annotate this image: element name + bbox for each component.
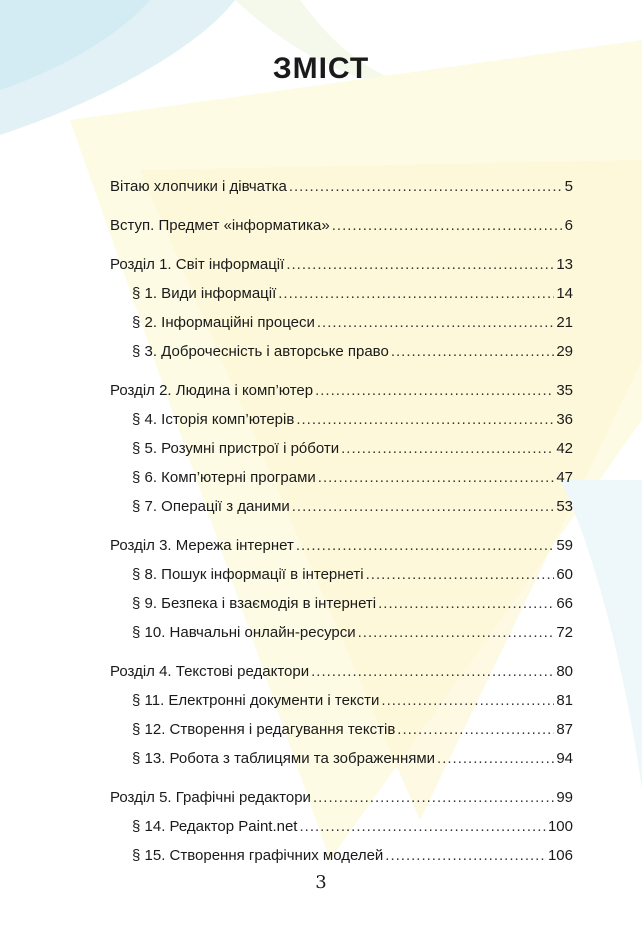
page-title: ЗМІСТ xyxy=(272,52,370,85)
toc-row[interactable] xyxy=(110,589,573,618)
toc-section-row[interactable] xyxy=(110,250,573,279)
toc-label: Розділ 3. Мережа інтернет xyxy=(110,537,294,554)
toc-label: Вступ. Предмет «інформатика» xyxy=(110,217,330,234)
toc-label: Вітаю хлопчики і дівчатка xyxy=(110,178,287,195)
toc-row[interactable] xyxy=(110,211,573,240)
toc-page: 13 xyxy=(556,256,573,273)
toc-row[interactable] xyxy=(110,812,573,841)
dot-leader xyxy=(437,744,554,773)
toc-row[interactable] xyxy=(110,560,573,589)
dot-leader xyxy=(313,783,554,812)
toc-row[interactable] xyxy=(110,744,573,773)
toc-label: § 13. Робота з таблицями та зображеннями xyxy=(132,750,436,767)
toc-page: 66 xyxy=(556,595,573,612)
toc-page: 21 xyxy=(556,314,573,331)
dot-leader xyxy=(278,279,554,308)
toc-page: 87 xyxy=(556,721,573,738)
dot-leader xyxy=(289,172,563,201)
toc-page: 6 xyxy=(564,217,573,234)
toc-row[interactable] xyxy=(110,279,573,308)
toc-page: 47 xyxy=(556,469,573,486)
toc-row[interactable] xyxy=(110,434,573,463)
dot-leader xyxy=(318,463,555,492)
toc-page: 14 xyxy=(556,285,573,302)
dot-leader xyxy=(311,657,554,686)
dot-leader xyxy=(397,715,554,744)
dot-leader xyxy=(378,589,554,618)
toc-label: Розділ 1. Світ інформації xyxy=(110,256,285,273)
toc-row[interactable] xyxy=(110,841,573,870)
toc-section-row[interactable] xyxy=(110,376,573,405)
toc-page: 94 xyxy=(556,750,573,767)
toc-label: § 5. Розумні пристрої і рóботи xyxy=(132,440,340,457)
toc-row[interactable] xyxy=(110,715,573,744)
toc-section-row[interactable] xyxy=(110,657,573,686)
toc-label: § 12. Створення і редагування текстів xyxy=(132,721,396,738)
toc-page: 59 xyxy=(556,537,573,554)
dot-leader xyxy=(391,337,555,366)
dot-leader xyxy=(296,405,554,434)
toc-section-row[interactable] xyxy=(110,783,573,812)
toc-label: § 7. Операції з даними xyxy=(132,498,290,515)
page-number: 3 xyxy=(315,872,327,893)
dot-leader xyxy=(296,531,554,560)
table-of-contents xyxy=(110,172,573,870)
toc-label: § 6. Комп’ютерні програми xyxy=(132,469,316,486)
toc-label: § 14. Редактор Paint.net xyxy=(132,818,298,835)
toc-label: Розділ 4. Текстові редактори xyxy=(110,663,310,680)
dot-leader xyxy=(292,492,555,521)
toc-label: § 4. Історія комп’ютерів xyxy=(132,411,295,428)
toc-label: § 10. Навчальні онлайн-ресурси xyxy=(132,624,356,641)
toc-row[interactable] xyxy=(110,172,573,201)
dot-leader xyxy=(286,250,554,279)
dot-leader xyxy=(366,560,555,589)
toc-page: 5 xyxy=(564,178,573,195)
toc-page: 99 xyxy=(556,789,573,806)
toc-page: 29 xyxy=(556,343,573,360)
toc-label: § 3. Доброчесність і авторське право xyxy=(132,343,389,360)
dot-leader xyxy=(341,434,554,463)
toc-page: 100 xyxy=(547,818,573,835)
dot-leader xyxy=(332,211,563,240)
toc-page: 53 xyxy=(556,498,573,515)
toc-row[interactable] xyxy=(110,686,573,715)
toc-label: Розділ 5. Графічні редактори xyxy=(110,789,311,806)
dot-leader xyxy=(381,686,554,715)
toc-page: 72 xyxy=(556,624,573,641)
toc-label: § 8. Пошук інформації в інтернеті xyxy=(132,566,364,583)
toc-row[interactable] xyxy=(110,337,573,366)
toc-label: Розділ 2. Людина і комп’ютер xyxy=(110,382,314,399)
toc-label: § 11. Електронні документи і тексти xyxy=(132,692,380,709)
toc-page: 36 xyxy=(556,411,573,428)
toc-row[interactable] xyxy=(110,463,573,492)
dot-leader xyxy=(385,841,546,870)
toc-label: § 1. Види інформації xyxy=(132,285,277,302)
toc-label: § 2. Інформаційні процеси xyxy=(132,314,315,331)
toc-page: 81 xyxy=(556,692,573,709)
toc-label: § 9. Безпека і взаємодія в інтернеті xyxy=(132,595,377,612)
toc-row[interactable] xyxy=(110,405,573,434)
toc-page: 42 xyxy=(556,440,573,457)
toc-label: § 15. Створення графічних моделей xyxy=(132,847,384,864)
toc-row[interactable] xyxy=(110,308,573,337)
toc-row[interactable] xyxy=(110,618,573,647)
dot-leader xyxy=(317,308,554,337)
dot-leader xyxy=(299,812,545,841)
toc-page: 35 xyxy=(556,382,573,399)
toc-section-row[interactable] xyxy=(110,531,573,560)
toc-page: 60 xyxy=(556,566,573,583)
toc-page: 106 xyxy=(547,847,573,864)
toc-page: 80 xyxy=(556,663,573,680)
dot-leader xyxy=(315,376,554,405)
toc-row[interactable] xyxy=(110,492,573,521)
dot-leader xyxy=(358,618,555,647)
